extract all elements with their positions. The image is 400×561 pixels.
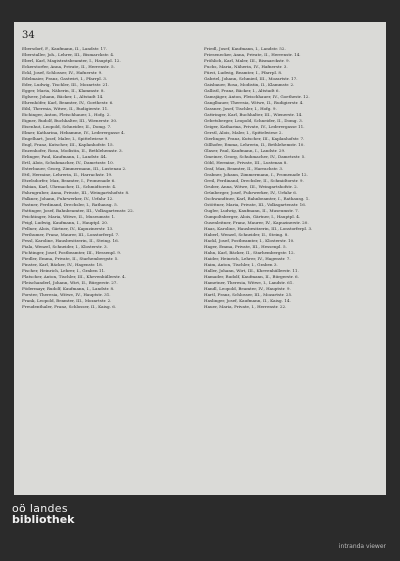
directory-entry: Engelhart, Josef, Maler, I., Spittelwiese 9. xyxy=(22,136,109,141)
directory-entry: Gattringer, Karl, Buchhalter, III., Wienerstr. 14. xyxy=(204,112,303,117)
directory-entry: Gmeiner, Georg, Schuhmacher, IV., Dametzstr. 5. xyxy=(204,154,306,159)
directory-entry: Ehrenhöfer, Karl, Beamter, IV., Goethestr. 6. xyxy=(22,100,114,105)
directory-entry: Esterbauer, Georg, Zimmermann, III., Lustenau 2. xyxy=(22,166,127,171)
directory-entry: Erlinger, Paul, Kaufmann, I., Landstr. 44. xyxy=(22,154,108,159)
directory-entry: Hauer, Maria, Private, I., Herrenstr. 22. xyxy=(204,304,287,309)
directory-entry: Etzelsdorfer, Max, Beamter, I., Promenade 6. xyxy=(22,178,116,183)
directory-entry: Fiedler, Emma, Private, II., Starhembergstr. 5. xyxy=(22,256,119,261)
directory-entry: Födermayr, Rudolf, Kaufmann, I., Landstr. 8. xyxy=(22,286,115,291)
directory-entry: Feigl, Ludwig, Kaufmann, I., Hauptpl. 20. xyxy=(22,220,109,225)
directory-entry: Eglseer, Johann, Bäcker, I., Altstadt 14. xyxy=(22,94,104,99)
directory-entry: Eichinger, Anton, Fleischhauer, I., Hofg. 2. xyxy=(22,112,111,117)
left-column xyxy=(22,46,198,489)
directory-entry: Göbl, Hermine, Private, III., Lustenau 8. xyxy=(204,160,288,165)
page-number: 34 xyxy=(22,30,35,41)
directory-entry: Haim, Anton, Tischler, I., Graben 3. xyxy=(204,262,278,267)
text-columns xyxy=(22,46,380,489)
directory-entry: Eibl, Theresia, Witwe, II., Rudigierstr. 11. xyxy=(22,106,109,111)
directory-entry: Fahrngruber, Anna, Private, III., Weingartshofstr. 8. xyxy=(22,190,130,195)
directory-entry: Ganglbauer, Theresia, Witwe, II., Rudigierstr. 4. xyxy=(204,100,304,105)
directory-entry: Gillhofer, Emma, Lehrerin, II., Bethlehemstr. 10. xyxy=(204,142,305,147)
directory-entry: Hametner, Theresia, Witwe, I., Landstr. 61. xyxy=(204,280,294,285)
directory-entry: Eigner, Rudolf, Buchhalter, III., Wienerstr. 30. xyxy=(22,118,118,123)
directory-entry: Eckl, Josef, Schlosser, IV., Hafnerstr. 9. xyxy=(22,70,103,75)
directory-entry: Egger, Maria, Näherin, II., Klammstr. 8. xyxy=(22,88,105,93)
directory-entry: Fichtinger, Josef, Postbeamter, III., Hessenpl. 9. xyxy=(22,250,122,255)
directory-entry: Gusenleitner, Franz, Maurer, IV., Kapuzinerstr. 20. xyxy=(204,220,309,225)
directory-entry: Gabriel, Johann, Schmied, III., Mozartstr. 17. xyxy=(204,76,298,81)
directory-entry: Gaisbauer, Rosa, Modistin, II., Klammstr. 2. xyxy=(204,82,295,87)
directory-entry: Fessl, Karoline, Hausbesitzerin, II., Steing. 16. xyxy=(22,238,119,243)
directory-entry: Haas, Karoline, Hausbesitzerin, III., Lonstorferpl. 3. xyxy=(204,226,313,231)
directory-entry: Elmer, Katharina, Hebamme, IV., Lederergasse 4. xyxy=(22,130,125,135)
logo-line-2: bibliothek xyxy=(12,513,75,526)
logo-line-1: oö landes xyxy=(12,502,68,515)
directory-entry: Hahn, Karl, Bäcker, II., Starhembergstr. 12. xyxy=(204,250,295,255)
directory-entry: Gamsjäger, Anton, Fleischhauer, IV., Goethestr. 12. xyxy=(204,94,310,99)
directory-entry: Eckerstorfer, Anna, Private, II., Herrenstr. 5. xyxy=(22,64,115,69)
directory-entry: Ettl, Hermine, Lehrerin, II., Harrachstr. 19. xyxy=(22,172,113,177)
directory-entry: Fischer, Heinrich, Lehrer, I., Graben 11. xyxy=(22,268,106,273)
directory-entry: Ertl, Alois, Schuhmacher, IV., Dametzstr. 10. xyxy=(22,160,114,165)
directory-entry: Haslinger, Josef, Kaufmann, II., Kaisg. 14. xyxy=(204,298,291,303)
directory-entry: Eder, Ludwig, Tischler, III., Mozartstr. 21. xyxy=(22,82,110,87)
directory-entry: Fabian, Karl, Uhrmacher, II., Schmidtorstr. 4. xyxy=(22,184,117,189)
directory-entry: Fröhlich, Karl, Maler, III., Bismarckstr. 9. xyxy=(204,58,290,63)
directory-entry: Flatscher, Anton, Tischler, III., Khevenhüllerstr. 4. xyxy=(22,274,126,279)
directory-entry: Hamader, Rudolf, Kaufmann, II., Bürgerstr. 6. xyxy=(204,274,299,279)
directory-entry: Eberstaller, Joh., Lehrer, III., Bismarckstr. 4. xyxy=(22,52,115,57)
directory-entry: Gschwandtner, Karl, Bahnbeamter, I., Rathausg. 1. xyxy=(204,196,310,201)
directory-entry: Hackl, Josef, Postbeamter, I., Klosterstr. 10. xyxy=(204,238,295,243)
directory-entry: Gugler, Ludwig, Kaufmann, II., Museumstr. 7. xyxy=(204,208,299,213)
directory-entry: Geiger, Katharina, Private, IV., Lederergasse 11. xyxy=(204,124,305,129)
directory-entry: Fleischanderl, Johann, Wirt, II., Bürgerstr. 27. xyxy=(22,280,118,285)
directory-entry: Haider, Heinrich, Lehrer, IV., Hagenstr. 7. xyxy=(204,256,291,261)
directory-entry: Feichtinger, Maria, Witwe, II., Museumstr. 1. xyxy=(22,214,116,219)
directory-entry: Graf, Max, Beamter, II., Harrachstr. 3. xyxy=(204,166,284,171)
directory-entry: Fattinger, Josef, Bahnbeamter, III., Volksgartenstr. 22. xyxy=(22,208,135,213)
directory-entry: Gerstl, Alois, Maler, I., Spittelwiese 2. xyxy=(204,130,283,135)
directory-entry: Enzenhofer, Rosa, Modistin, II., Bethlehemstr. 3. xyxy=(22,148,123,153)
directory-entry: Falkner, Johann, Fuhrwerker, IV., Urfahr 12. xyxy=(22,196,114,201)
directory-entry: Ebersdorf, F., Kaufmann, II., Landstr. 17. xyxy=(22,46,107,51)
directory-entry: Edelmaier, Franz, Gastwirt, I., Pfarrpl. 3. xyxy=(22,76,108,81)
directory-entry: Grünberger, Josef, Fuhrwerker, IV., Urfahr 6. xyxy=(204,190,298,195)
directory-entry: Gassner, Josef, Tischler, I., Hofg. 9. xyxy=(204,106,277,111)
directory-entry: Friesenecker, Anna, Private, II., Herrenstr. 14. xyxy=(204,52,301,57)
directory-entry: Gebetsberger, Leopold, Schneider, II., Domg. 3. xyxy=(204,118,304,123)
directory-entry: Freudenthaler, Franz, Schlosser, II., Kaisg. 6. xyxy=(22,304,117,309)
directory-entry: Haller, Johann, Wirt, III., Khevenhüllerstr. 11. xyxy=(204,268,299,273)
directory-entry: Eberl, Karl, Magistratsbeamter, I., Hauptpl. 12. xyxy=(22,58,121,63)
directory-entry: Friedl, Josef, Kaufmann, I., Landstr. 52. xyxy=(204,46,286,51)
directory-entry: Eisenhut, Leopold, Schneider, II., Domg. 7. xyxy=(22,124,112,129)
directory-entry: Hager, Emma, Private, III., Hessenpl. 5. xyxy=(204,244,287,249)
directory-entry: Ferihumer, Franz, Maurer, III., Lonstorferpl. 7. xyxy=(22,232,120,237)
directory-entry: Finster, Karl, Bäcker, IV., Hagenstr. 18. xyxy=(22,262,104,267)
right-column xyxy=(204,46,380,489)
directory-entry: Handl, Leopold, Beamter, IV., Hauptstr. 9. xyxy=(204,286,291,291)
directory-entry: Gallistl, Franz, Bäcker, I., Altstadt 6. xyxy=(204,88,280,93)
directory-entry: Fastner, Ferdinand, Drechsler, I., Rathausg. 5. xyxy=(22,202,119,207)
directory-entry: Glaser, Paul, Kaufmann, I., Landstr. 29. xyxy=(204,148,286,153)
directory-entry: Forster, Theresia, Witwe, IV., Hauptstr. 31. xyxy=(22,292,111,297)
directory-entry: Gruber, Anna, Witwe, III., Weingartshofstr. 2. xyxy=(204,184,299,189)
viewer-label: intranda viewer xyxy=(338,543,386,550)
directory-entry: Engl, Franz, Kutscher, III., Kaplanhofstr. 15. xyxy=(22,142,114,147)
directory-entry: Fuchs, Maria, Näherin, IV., Hafnerstr. 3. xyxy=(204,64,288,69)
directory-entry: Gstöttner, Maria, Private, III., Volksgartenstr. 16. xyxy=(204,202,307,207)
directory-entry: Haberl, Wenzel, Schneider, II., Steing. 8. xyxy=(204,232,289,237)
document-page xyxy=(14,22,386,495)
directory-entry: Gumpoltsberger, Alois, Gärtner, I., Hauptpl. 4. xyxy=(204,214,301,219)
directory-entry: Fiala, Wenzel, Schneider, I., Klosterstr. 3. xyxy=(22,244,108,249)
directory-entry: Fellner, Alois, Gärtner, IV., Kapuzinerstr. 13. xyxy=(22,226,114,231)
directory-entry: Greil, Ferdinand, Drechsler, II., Schmidtorstr. 9. xyxy=(204,178,304,183)
directory-entry: Frank, Leopold, Beamter, III., Mozartstr. 2. xyxy=(22,298,112,303)
directory-entry: Gierlinger, Franz, Kutscher, III., Kaplanhofstr. 7. xyxy=(204,136,305,141)
directory-entry: Fürst, Ludwig, Beamter, I., Pfarrpl. 8. xyxy=(204,70,283,75)
directory-entry: Hartl, Franz, Schlosser, III., Mozartstr. 25. xyxy=(204,292,293,297)
library-logo[interactable] xyxy=(12,503,74,525)
directory-entry: Grabner, Johann, Zimmermann, I., Promenade 12. xyxy=(204,172,308,177)
